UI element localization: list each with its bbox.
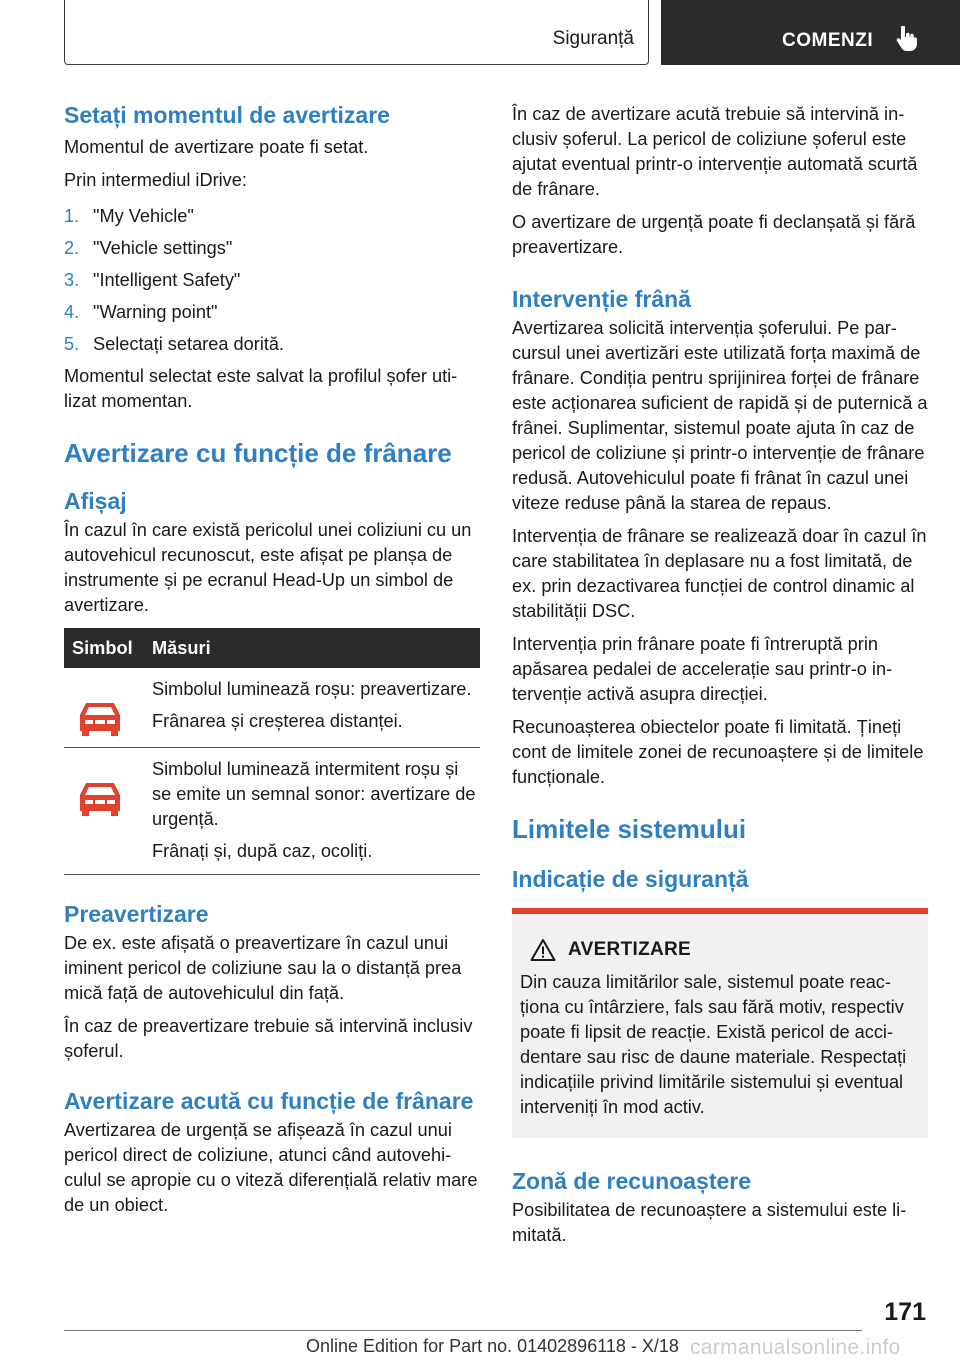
acuta-continued-text: În caz de avertizare acută trebuie să intervină inclusiv șoferul. La pericol de coliziune șoferul este ajutat eventual printr-o intervenție automată scurtă de frânare. (512, 104, 918, 199)
acuta-heading: Avertizare acută cu funcție de frânare (64, 1088, 474, 1114)
warning-box (512, 908, 928, 1138)
warning-triangle-icon (530, 938, 556, 962)
car-warning-icon (76, 779, 124, 817)
symbol-table (64, 628, 480, 875)
step-text: "Warning point" (93, 302, 218, 322)
header-tab[interactable] (661, 0, 960, 65)
preavertizare-text-2: În caz de preavertizare trebuie să intervină inclusiv șoferul. (64, 1016, 473, 1061)
list-item (64, 204, 480, 229)
frana-text-2: Intervenția de frânare se realizează doar în cazul în care stabilitatea în deplasare nu a fost limitată, de ex. prin dezactivarea funcției de control dinamic al stabilității DSC. (512, 526, 927, 621)
masuri-cell (152, 748, 480, 875)
header-section-title: Siguranță (552, 28, 634, 49)
warning-title: AVERTIZARE (568, 939, 691, 960)
step-text: "My Vehicle" (93, 206, 194, 226)
left-column (64, 100, 480, 1218)
table-row (64, 748, 480, 875)
page-number: 171 (884, 1298, 926, 1326)
right-column (512, 102, 928, 1248)
preavertizare-heading: Preavertizare (64, 901, 209, 927)
watermark: carmanualsonline.info (690, 1336, 901, 1359)
column-header-symbol: Simbol (64, 628, 152, 668)
footer-edition: Online Edition for Part no. 01402896118 - X/18 (306, 1336, 679, 1356)
zona-heading: Zonă de recunoaștere (512, 1168, 752, 1194)
masuri-line-2: Frânarea și creșterea distanței. (152, 711, 403, 731)
header-tab-label: COMENZI (782, 30, 874, 51)
masuri-line-2: Frânați și, după caz, ocoliți. (152, 841, 373, 861)
avertizare-heading: Avertizare cu funcție de frânare (64, 438, 452, 468)
setati-text-1: Momentul de avertizare poate fi setat. (64, 137, 369, 157)
step-number: 3. (64, 270, 80, 290)
symbol-cell (64, 748, 152, 875)
urgenta-text: O avertizare de urgență poate fi declanșată și fără preavertizare. (512, 212, 916, 257)
masuri-line-1: Simbolul luminează intermitent roșu și se emite un semnal sonor: avertizare de urgență. (152, 759, 476, 829)
setati-heading: Setați momentul de avertizare (64, 102, 390, 128)
step-text: Selectați setarea dorită. (93, 334, 285, 354)
setati-text-3: Momentul selectat este salvat la profilul șofer utilizat momentan. (64, 366, 458, 411)
step-number: 4. (64, 302, 80, 322)
steps-list (64, 204, 480, 357)
list-item (64, 332, 480, 357)
header-section-box (64, 0, 649, 65)
step-number: 5. (64, 334, 80, 354)
table-row (64, 668, 480, 748)
hand-pointer-icon (896, 26, 918, 52)
afisaj-heading: Afișaj (64, 488, 127, 514)
zona-text: Posibilitatea de recunoaștere a sistemului este limitată. (512, 1200, 907, 1245)
limite-heading: Limitele sistemului (512, 814, 747, 844)
frana-text-3: Intervenția prin frânare poate fi întreruptă prin apăsarea pedalei de accelerație sau printr-o intervenție activă asupra direcției. (512, 634, 893, 704)
list-item (64, 268, 480, 293)
masuri-cell (152, 668, 480, 748)
indicatie-heading: Indicație de siguranță (512, 866, 749, 892)
car-warning-icon (76, 699, 124, 737)
frana-text-1: Avertizarea solicită intervenția șoferului. Pe parcursul unei avertizări este utilizată forța maximă de frânare. Condiția pentru sprijinirea forței de frânare este acționarea suficient de rapidă și de puternică a frânei. Suplimentar, sistemul poate ajuta în caz de pericol de coliziune și printr-o intervenție de frânare redusă. Autovehiculul poate fi frânat în cazul unei viteze reduse până la starea de repaus. (512, 318, 928, 513)
list-item (64, 300, 480, 325)
symbol-cell (64, 668, 152, 748)
frana-heading: Intervenție frână (512, 286, 691, 312)
column-header-masuri: Măsuri (152, 628, 480, 668)
setati-text-2: Prin intermediul iDrive: (64, 170, 247, 190)
warning-header (530, 938, 920, 962)
footer-divider (64, 1330, 862, 1331)
step-text: "Intelligent Safety" (93, 270, 241, 290)
step-text: "Vehicle settings" (93, 238, 233, 258)
list-item (64, 236, 480, 261)
step-number: 2. (64, 238, 80, 258)
preavertizare-text-1: De ex. este afișată o preavertizare în cazul unui iminent pericol de coliziune sau la o distanță prea mică față de autovehiculul din față. (64, 933, 462, 1003)
masuri-line-1: Simbolul luminează roșu: preavertizare. (152, 679, 472, 699)
step-number: 1. (64, 206, 80, 226)
acuta-text: Avertizarea de urgență se afișează în cazul unui pericol direct de coliziune, atunci când autovehiculul se apropie cu o viteză diferențială relativ mare de un obiect. (64, 1120, 478, 1215)
warning-text: Din cauza limitărilor sale, sistemul poate reacționa cu întârziere, fals sau fără motiv, respectiv poate fi lipsit de reacție. Există pericol de accidentare sau risc de daune materiale. Respectați indicațiile privind limitările sistemului și eventual interveniți în mod activ. (520, 972, 907, 1117)
frana-text-4: Recunoașterea obiectelor poate fi limitată. Țineți cont de limitele zonei de recunoaștere și de limitele funcționale. (512, 717, 924, 787)
afisaj-text: În cazul în care există pericolul unei coliziuni cu un autovehicul recunoscut, este afișat pe planșa de instrumente și pe ecranul Head-Up un simbol de avertizare. (64, 520, 472, 615)
